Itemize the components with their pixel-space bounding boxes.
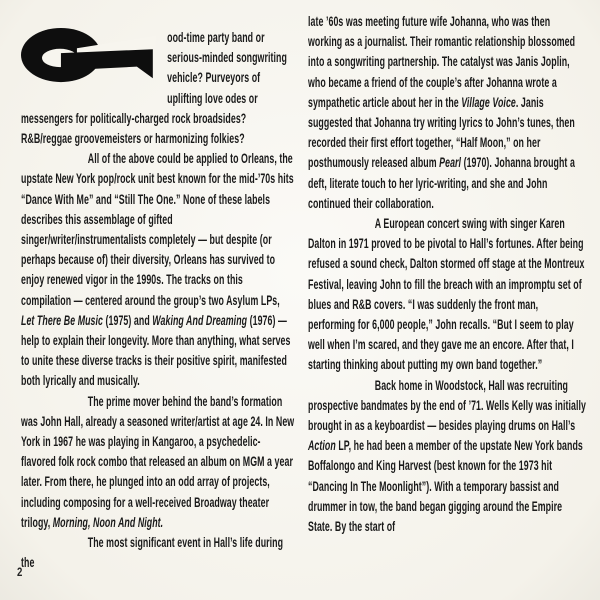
paragraph (21, 532, 294, 572)
text-segment: (1970). Johanna brought a deft, literate touch to her lyric-writing, and she and John continued their collaboration. (308, 154, 575, 211)
text-segment: (1975) and (103, 311, 153, 328)
text-segment: LP, he had been a member of the upstate New York bands Boffalongo and King Harvest (best known for the 1973 hit “Dancing In The Moonlight”). With a temporary bassist and drummer in tow, the band began gigging around the Empire State. By the start of (308, 437, 583, 535)
paragraph (21, 391, 294, 532)
dropcap-g-logo (21, 28, 156, 84)
text-segment: Pearl (439, 154, 462, 171)
paragraph (308, 375, 586, 537)
page-number: 2 (17, 565, 23, 579)
paragraph (308, 213, 586, 375)
text-segment: Action (308, 437, 336, 454)
right-column-text (308, 11, 586, 536)
text-segment: (1976) — help to explain their longevity. More than anything, what serves to unite these diverse tracks is their positive spirit, manifested both lyrically and musically. (21, 311, 291, 389)
text-segment: Village Voice (461, 93, 516, 110)
text-segment: ood-time party band or serious-minded songwriting vehicle? Purveyors of uplifting love odes or messengers for politically-charged rock broadsides? R&B/reggae groovemeisters or harmonizing folkies? (21, 29, 287, 147)
text-segment: The prime mover behind the band’s formation was John Hall, already a seasoned writer/artist at age 24. In New York in 1967 he was playing in Kangaroo, a psychedelic-flavored folk rock combo that released an album on MGM a year later. From there, he plunged into an odd array of projects, including composing for a well-received Broadway theater trilogy, (21, 392, 295, 530)
left-column (21, 27, 295, 572)
right-column (308, 11, 588, 536)
paragraph (308, 11, 586, 213)
text-segment: Back home in Woodstock, Hall was recruiting prospective bandmates by the end of ’71. Wells Kelly was initially brought in as a keyboardist — besides playing drums on Hall’s (308, 376, 586, 434)
text-segment: A European concert swing with singer Karen Dalton in 1971 proved to be pivotal to Hall’s fortunes. After being refused a sound check, Dalton stormed off stage at the Montreux Festival, leaving John to fill the breach with an impromptu set of blues and R&B covers. “I was suddenly the front man, performing for 6,000 people,” John recalls. “But I seem to play well when I’m scared, and they gave me an encore. After that, I starting thinking about putting my own band together.” (308, 215, 585, 373)
text-segment: . Janis suggested that Johanna try writing lyrics to John’s tunes, then recorded their first effort together, “Half Moon,” on her posthumously released album (308, 93, 575, 171)
paragraph (21, 148, 294, 390)
text-segment: The most significant event in Hall’s life during the (21, 534, 284, 571)
text-segment: All of the above could be applied to Orleans, the upstate New York pop/rock unit best known for the mid-’70s hits “Dance With Me” and “Still The One.” None of these labels describes this assemblage of gifted singer/writer/instrumentalists completely — but despite (or perhaps because of) their diversity, Orleans has survived to enjoy renewed vigor in the 1990s. The tracks on this compilation — centered around the group’s two Asylum LPs, (21, 150, 294, 308)
text-segment: late ’60s was meeting future wife Johanna, who was then working as a journalist. Their romantic relationship blossomed into a songwriting partnership. The catalyst was Janis Joplin, who became a friend of the couple’s after Johanna wrote a sympathetic article about her in the (308, 13, 576, 110)
text-segment: Let There Be Music (21, 311, 104, 328)
text-segment: Waking And Dreaming (152, 311, 248, 328)
text-segment: Morning, Noon And Night. (52, 513, 164, 530)
g-letter-icon (21, 28, 156, 84)
left-column-text (21, 27, 294, 572)
